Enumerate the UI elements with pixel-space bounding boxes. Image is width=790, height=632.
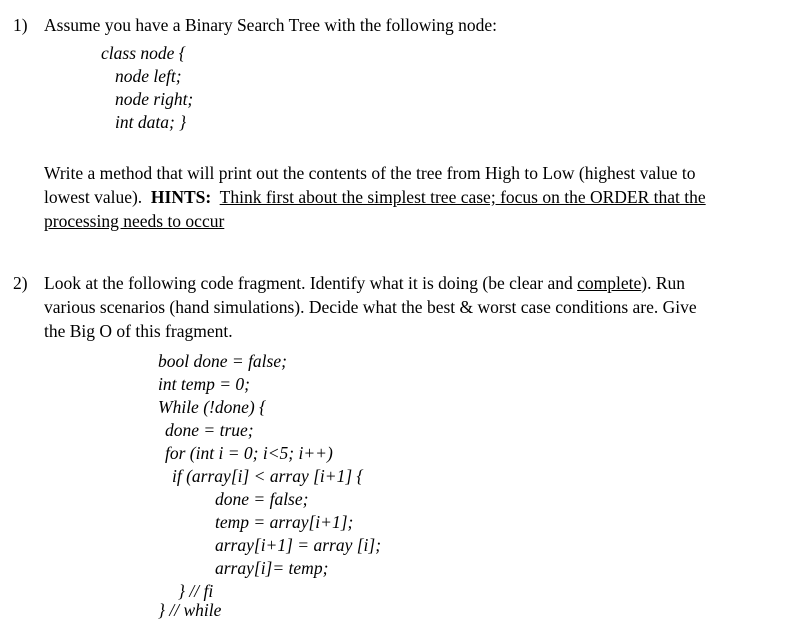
question-2-text-end: ). Run [641, 273, 685, 293]
code-line: int temp = 0; [158, 374, 251, 394]
question-2-number: 2) [13, 273, 28, 293]
question-1-instruction-line-2 [44, 185, 706, 209]
code-line: temp = array[i+1]; [215, 512, 354, 532]
code-line: } // while [158, 600, 222, 620]
code-line: bool done = false; [158, 351, 287, 371]
hints-label: HINTS [150, 187, 206, 207]
code-line: While (!done) { [158, 397, 267, 417]
question-2-text: Look at the following code fragment. Identify what it is doing (be clear and [44, 273, 573, 293]
question-2-line-3: the Big O of this fragment. [44, 321, 233, 341]
question-1-instruction-line-1: Write a method that will print out the contents of the tree from High to Low (highest value to [44, 163, 696, 183]
code-line: array[i+1] = array [i]; [215, 535, 382, 555]
complete-underlined: complete [577, 273, 642, 293]
question-1-number: 1) [13, 15, 28, 35]
code-line: if (array[i] < array [i+1] { [172, 466, 364, 486]
code-line: class node { [101, 43, 186, 63]
code-line: node left; [115, 66, 182, 86]
hints-colon: : [205, 187, 212, 207]
hint-text: Think first about the simplest tree case; focus on the ORDER that the [219, 187, 706, 207]
question-1-hint-line-2: processing needs to occur [44, 211, 225, 231]
question-1-intro: Assume you have a Binary Search Tree with the following node: [44, 15, 497, 35]
instruction-text: lowest value). [44, 187, 143, 207]
code-line: node right; [115, 89, 194, 109]
code-line: } // fi [178, 581, 214, 601]
question-2-line-1 [44, 271, 685, 295]
code-line: int data; } [115, 112, 187, 132]
question-2-line-2: various scenarios (hand simulations). Decide what the best & worst case conditions are. Give [44, 297, 697, 317]
code-line: done = false; [215, 489, 309, 509]
code-line: done = true; [165, 420, 254, 440]
code-line: for (int i = 0; i<5; i++) [165, 443, 333, 463]
code-line: array[i]= temp; [215, 558, 329, 578]
